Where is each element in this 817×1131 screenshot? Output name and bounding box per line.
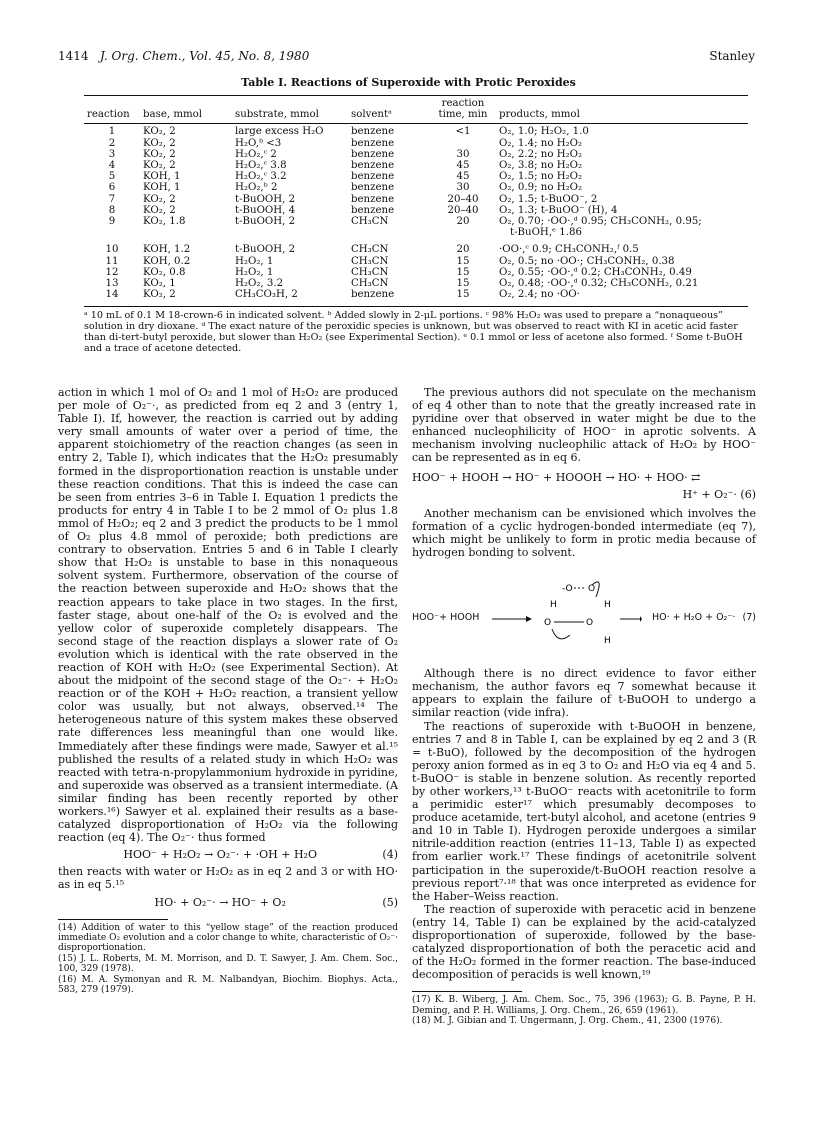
table-cell-base: KO₂, 2	[143, 137, 176, 149]
table-cell-base: KO₂, 0.8	[143, 266, 186, 278]
table-cell-products: O₂, 1.0; H₂O₂, 1.0	[499, 126, 589, 138]
table-cell-substrate: H₂O,ᵇ <3	[235, 137, 282, 149]
table-row-continuation	[84, 227, 748, 238]
journal-citation: J. Org. Chem., Vol. 45, No. 8, 1980	[100, 49, 310, 63]
equation-6-line1: HOO⁻ + HOOH → HO⁻ + HOOOH → HO· + HOO· ⇄	[412, 470, 701, 484]
table-cell-substrate: H₂O₂, 3.2	[235, 278, 284, 290]
data-table	[84, 98, 748, 300]
table-cell-time: 45	[456, 160, 470, 172]
table-cell-solvent: CH₃CN	[351, 255, 389, 267]
table-cell-reaction: 9	[108, 216, 116, 228]
table-cell-time: 30	[456, 148, 470, 160]
table-bottom-rule	[84, 306, 748, 307]
body-paragraph: The reaction of superoxide with peracetic acid in benzene (entry 14, Table I) can be explained by the acid-catalyzed disproportionation of superoxide, followed by the base-catalyzed disproportionation of both the peracetic acid and of the H₂O₂ formed in the former reaction. The base-induced decomposition of peracids is well known,¹⁹	[412, 902, 756, 982]
table-cell-solvent: benzene	[351, 137, 395, 149]
running-header-left	[58, 49, 309, 63]
table-cell-substrate: H₂O₂,ᶜ 3.2	[235, 171, 287, 183]
footnote-rule	[412, 991, 522, 992]
table-cell-base: KO₂, 2	[143, 289, 176, 301]
table-top-rule	[84, 95, 748, 96]
table-cell-products: ·OO·,ᶜ 0.9; CH₃CONH₂,ᶠ 0.5	[499, 244, 639, 256]
table-cell-reaction: 12	[105, 266, 119, 278]
svg-text:O: O	[586, 618, 594, 629]
table-cell-base: KOH, 1	[143, 182, 181, 194]
table-body	[84, 126, 748, 300]
table-cell-products-continued: t-BuOH,ᵉ 1.86	[510, 227, 582, 239]
cyclic-intermediate-diagram	[492, 571, 642, 661]
table-cell-substrate: t-BuOOH, 4	[235, 204, 296, 216]
scheme-reactants: HOO⁻+ HOOH	[412, 612, 480, 624]
reaction-scheme-7	[412, 563, 756, 663]
table-cell-solvent: benzene	[351, 171, 395, 183]
table-row	[84, 126, 748, 137]
table-cell-substrate: H₂O₂, 1	[235, 255, 274, 267]
table-cell-base: KOH, 1.2	[143, 244, 191, 256]
table-cell-base: KOH, 0.2	[143, 255, 191, 267]
table-footnote: ᵃ 10 mL of 0.1 M 18-crown-6 in indicated solvent. ᵇ Added slowly in 2-μL portions. ᶜ 98% H₂O₂ was used to prepare a “nonaqueous” solution in dry dioxane. ᵈ The exact nature of the peroxidic species is unknown, but was observed to react with KI in acetic acid faster than di-tert-butyl peroxide, but slower than H₂O₂ (see Experimental Section). ᵉ 0.1 mmol or less of acetone also formed. ᶠ Some t-BuOH and a trace of acetone detected.	[84, 310, 743, 354]
left-column	[58, 386, 398, 996]
table-cell-products: O₂, 0.5; no ·OO·; CH₃CONH₂, 0.38	[499, 255, 675, 267]
table-cell-solvent: benzene	[351, 182, 395, 194]
table-cell-products: O₂, 0.9; no H₂O₂	[499, 182, 583, 194]
table-cell-base: KO₂, 1	[143, 278, 176, 290]
table-cell-products: O₂, 1.4; no H₂O₂	[499, 137, 583, 149]
footnote-rule	[58, 919, 168, 920]
equation-4	[58, 848, 398, 861]
table-cell-products: O₂, 3.8; no H₂O₂	[499, 160, 583, 172]
table-cell-solvent: CH₃CN	[351, 244, 389, 256]
table-title: Table I. Reactions of Superoxide with Protic Peroxides	[241, 76, 576, 89]
equation-text: HOO⁻ + H₂O₂ → O₂⁻· + ·OH + H₂O	[123, 848, 317, 862]
table-cell-substrate: t-BuOOH, 2	[235, 193, 296, 205]
table-cell-products: O₂, 2.4; no ·OO·	[499, 289, 580, 301]
table-row	[84, 149, 748, 160]
table-cell-base: KO₂, 2	[143, 193, 176, 205]
table-row	[84, 278, 748, 289]
svg-text:-O: -O	[562, 584, 573, 595]
footnote-16: (16) M. A. Symonyan and R. M. Nalbandyan, Biochim. Biophys. Acta., 583, 279 (1979).	[58, 974, 398, 996]
body-paragraph: The reactions of superoxide with t-BuOOH in benzene, entries 7 and 8 in Table I, can be explained by eq 2 and 3 (R = t-BuO), followed by the decomposition of the hydrogen peroxy anion formed as in eq 3 to O₂ and H₂O via eq 4 and 5. t-BuOO⁻ is stable in benzene solution. As recently reported by other workers,¹³ t-BuOO⁻ reacts with acetonitrile to form a perimidic ester¹⁷ which presumably decomposes to produce acetamide, tert-butyl alcohol, and acetone (entries 9 and 10 in Table I). Hydrogen peroxide undergoes a similar nitrile-addition reaction (entries 11–13, Table I) as expected from earlier work.¹⁷ These findings of acetonitrile solvent participation in the superoxide/t-BuOOH reaction resolve a previous report⁷·¹⁸ that was once interpreted as evidence for the Haber–Weiss reaction.	[412, 719, 756, 903]
table-cell-solvent: benzene	[351, 204, 395, 216]
table-cell-base: KO₂, 2	[143, 126, 176, 138]
table-cell-reaction: 3	[108, 148, 116, 160]
table-cell-time: 15	[456, 266, 470, 278]
table-cell-time: 45	[456, 171, 470, 183]
svg-text:H: H	[604, 600, 611, 611]
table-cell-time: 15	[456, 289, 470, 301]
table-cell-base: KOH, 1	[143, 171, 181, 183]
table-cell-solvent: benzene	[351, 193, 395, 205]
svg-text:H: H	[604, 636, 611, 647]
table-row	[84, 289, 748, 300]
table-cell-substrate: H₂O₂,ᶜ 3.8	[235, 160, 287, 172]
equation-5	[58, 896, 398, 909]
col-header-substrate: substrate, mmol	[235, 109, 319, 121]
right-column	[412, 386, 756, 1027]
table-header-row	[84, 98, 748, 120]
table-cell-solvent: CH₃CN	[351, 266, 389, 278]
table-cell-substrate: CH₃CO₃H, 2	[235, 289, 298, 301]
table-cell-products: O₂, 0.48; ·OO·,ᵈ 0.32; CH₃CONH₂, 0.21	[499, 278, 699, 290]
scheme-products: HO· + H₂O + O₂⁻·	[652, 612, 736, 624]
table-cell-time: 20	[456, 244, 470, 256]
table-cell-time: 15	[456, 278, 470, 290]
table-cell-reaction: 13	[105, 278, 119, 290]
table-row	[84, 194, 748, 205]
footnote-14: (14) Addition of water to this “yellow stage” of the reaction produced immediate O₂ evolution and a color change to white, characteristic of O₂⁻· disproportionation.	[58, 922, 398, 954]
running-header-author: Stanley	[709, 49, 755, 63]
table-cell-solvent: benzene	[351, 148, 395, 160]
table-cell-base: KO₂, 2	[143, 148, 176, 160]
table-cell-solvent: benzene	[351, 289, 395, 301]
table-cell-reaction: 10	[105, 244, 119, 256]
table-cell-base: KO₂, 2	[143, 160, 176, 172]
table-cell-solvent: benzene	[351, 160, 395, 172]
table-cell-time: 20	[456, 216, 470, 228]
table-row	[84, 182, 748, 193]
col-header-products: products, mmol	[499, 109, 580, 121]
table-cell-base: KO₂, 1.8	[143, 216, 186, 228]
table-cell-products: O₂, 1.3; t-BuOO⁻ (H), 4	[499, 204, 618, 216]
table-cell-substrate: t-BuOOH, 2	[235, 216, 296, 228]
table-cell-substrate: H₂O₂, 1	[235, 266, 274, 278]
table-cell-substrate: large excess H₂O	[235, 126, 324, 138]
table-cell-time: 15	[456, 255, 470, 267]
table-cell-substrate: t-BuOOH, 2	[235, 244, 296, 256]
table-row	[84, 216, 748, 227]
col-header-time: reaction time, min	[438, 98, 488, 121]
table-cell-reaction: 1	[108, 126, 116, 138]
page-number: 1414	[58, 49, 89, 63]
table-row	[84, 244, 748, 255]
footnote-15: (15) J. L. Roberts, M. M. Morrison, and D. T. Sawyer, J. Am. Chem. Soc., 100, 329 (1978).	[58, 953, 398, 975]
table-cell-products: O₂, 1.5; t-BuOO⁻, 2	[499, 193, 598, 205]
table-cell-time	[430, 138, 496, 149]
svg-text:H: H	[550, 600, 557, 611]
table-row	[84, 138, 748, 149]
table-cell-solvent: CH₃CN	[351, 278, 389, 290]
body-paragraph: Although there is no direct evidence to favor either mechanism, the author favors eq 7 somewhat because it appears to explain the failure of t-BuOOH to undergo a similar reaction (vide infra).	[412, 667, 756, 720]
table-row	[84, 171, 748, 182]
equation-number: (5)	[382, 895, 398, 909]
svg-text:O: O	[544, 618, 552, 629]
table-cell-substrate: H₂O₂,ᵇ 2	[235, 182, 278, 194]
table-cell-reaction: 11	[105, 255, 119, 267]
body-paragraph: The previous authors did not speculate on the mechanism of eq 4 other than to note that the greatly increased rate in pyridine over that observed in water might be due to the enhanced nucleophilicity of HOO⁻ in aprotic solvents. A mechanism involving nucleophilic attack of H₂O₂ by HOO⁻ can be represented as in eq 6.	[412, 386, 756, 465]
col-header-base: base, mmol	[143, 109, 203, 121]
table-cell-products: O₂, 0.55; ·OO·,ᵈ 0.2; CH₃CONH₂, 0.49	[499, 266, 692, 278]
table-cell-time: <1	[455, 126, 471, 138]
table-row	[84, 205, 748, 216]
equation-number: (7)	[742, 612, 756, 624]
table-cell-reaction: 7	[108, 193, 116, 205]
table-cell-products: O₂, 1.5; no H₂O₂	[499, 171, 583, 183]
body-paragraph: then reacts with water or H₂O₂ as in eq 2 and 3 or with HO· as in eq 5.¹⁵	[58, 865, 398, 892]
equation-number: (4)	[382, 848, 398, 862]
table-row	[84, 256, 748, 267]
svg-text:O: O	[588, 584, 596, 595]
table-cell-time: 30	[456, 182, 470, 194]
table-cell-reaction: 5	[108, 171, 116, 183]
table-row	[84, 160, 748, 171]
col-header-reaction: reaction	[87, 109, 130, 121]
table-cell-products: O₂, 0.70; ·OO·,ᵈ 0.95; CH₃CONH₂, 0.95;	[499, 216, 702, 228]
table-cell-substrate: H₂O₂,ᶜ 2	[235, 148, 277, 160]
table-cell-reaction: 4	[108, 160, 116, 172]
table-cell-solvent: CH₃CN	[351, 216, 389, 228]
body-paragraph: Another mechanism can be envisioned which involves the formation of a cyclic hydrogen-bonded intermediate (eq 7), which might be unlikely to form in protic media because of hydrogen bonding to solvent.	[412, 506, 756, 560]
equation-text: HO· + O₂⁻· → HO⁻ + O₂	[154, 895, 286, 909]
table-cell-time: 20–40	[447, 204, 479, 216]
table-cell-solvent: benzene	[351, 126, 395, 138]
body-paragraph: action in which 1 mol of O₂ and 1 mol of H₂O₂ are produced per mole of O₂⁻·, as predicted from eq 2 and 3 (entry 1, Table I). If, however, the reaction is carried out by adding very small amounts of water over a period of time, the apparent stoichiometry of the reaction changes (as seen in entry 2, Table I), which indicates that the H₂O₂ presumably formed in the disproportionation reaction is unstable under these reaction conditions. That this is indeed the case can be seen from entries 3–6 in Table I. Equation 1 predicts the products for entry 4 in Table I to be 2 mmol of O₂ plus 1.8 mmol of H₂O₂; eq 2 and 3 predict the products to be 1 mmol of O₂ plus 4.8 mmol of peroxide; both predictions are contrary to observation. Entries 5 and 6 in Table I clearly show that H₂O₂ is unstable to base in this nonaqueous solvent system. Furthermore, observation of the course of the reaction between superoxide and H₂O₂ shows that the reaction appears to take place in two stages. In the first, faster stage, about one-half of the O₂ is evolved and the yellow color of superoxide completely disappears. The second stage of the reaction displays a slower rate of O₂ evolution which is identical with the rate observed in the reaction of KOH with H₂O₂ (see Experimental Section). At about the midpoint of the second stage of the O₂⁻· + H₂O₂ reaction or of the KOH + H₂O₂ reaction, a transient yellow color was usually, but not always, observed.¹⁴ The heterogeneous nature of this system makes these observed rate differences less meaningful than one would like. Immediately after these findings were made, Sawyer et al.¹⁵ published the results of a related study in which H₂O₂ was reacted with tetra-n-propylammonium hydroxide in pyridine, and superoxide was observed as a transient intermediate. (A similar finding has been recently reported by other workers.¹⁶) Sawyer et al. explained their results as a base-catalyzed disproportionation of H₂O₂ via the following reaction (eq 4). The O₂⁻· thus formed	[58, 386, 398, 845]
col-header-solvent: solventᵃ	[351, 109, 392, 121]
table-cell-time: 20–40	[447, 193, 479, 205]
table-cell-products: O₂, 2.2; no H₂O₂	[499, 148, 583, 160]
footnote-17: (17) K. B. Wiberg, J. Am. Chem. Soc., 75, 396 (1963); G. B. Payne, P. H. Deming, and P. H. Williams, J. Org. Chem., 26, 659 (1961).	[412, 995, 756, 1016]
table-cell-reaction: 14	[105, 289, 119, 301]
equation-6-line2: H⁺ + O₂⁻· (6)	[682, 487, 756, 501]
table-cell-reaction: 6	[108, 182, 116, 194]
table-cell-reaction: 2	[108, 137, 116, 149]
table-cell-reaction: 8	[108, 204, 116, 216]
footnote-18: (18) M. J. Gibian and T. Ungermann, J. Org. Chem., 41, 2300 (1976).	[412, 1016, 723, 1027]
table-cell-base: KO₂, 2	[143, 204, 176, 216]
table-row	[84, 267, 748, 278]
